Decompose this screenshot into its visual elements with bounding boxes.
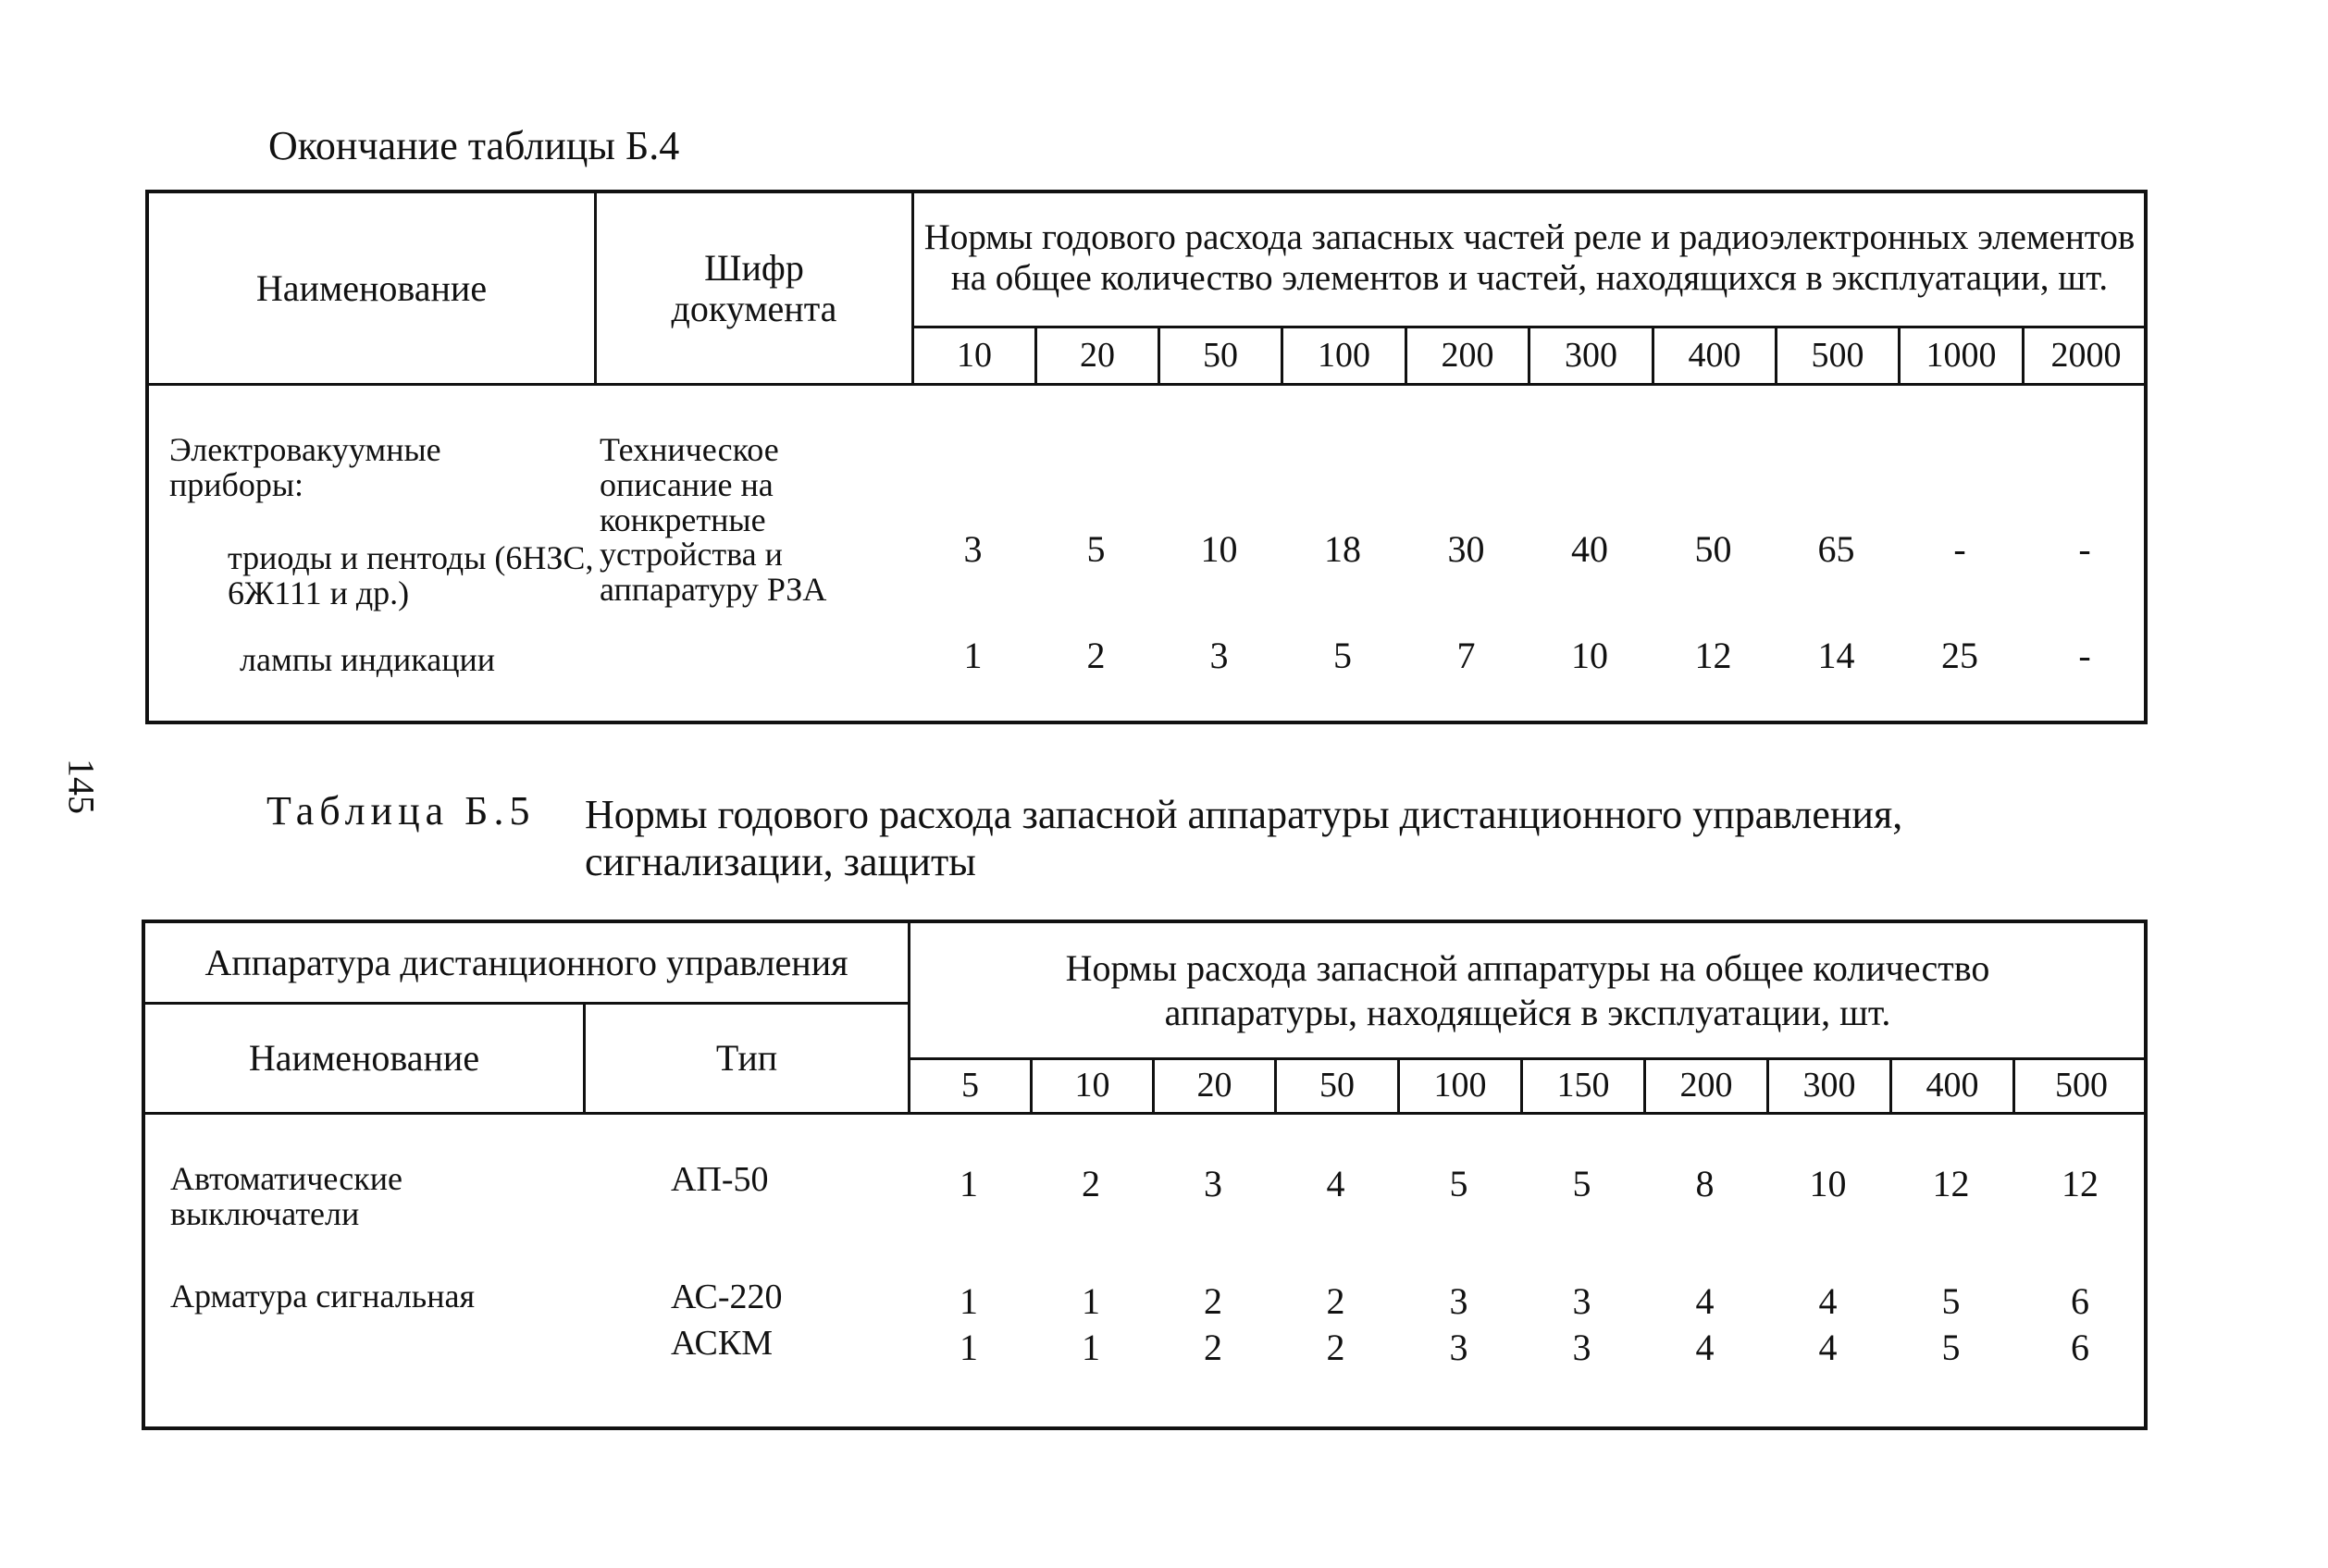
table-b4-value-cell: 2: [1086, 635, 1106, 676]
table-b4-doc-text: Техническое описание на конкретные устройства и аппаратуру РЗА: [600, 431, 827, 609]
table-b5-qty-header: 200: [1679, 1066, 1733, 1105]
table-b4-caption: Окончание таблицы Б.4: [268, 123, 680, 168]
table-b5-qty-header: 5: [961, 1066, 979, 1105]
table-b4-value-cell: 25: [1941, 635, 1978, 676]
table-b5-qty-header: 400: [1926, 1066, 1979, 1105]
table-b5-header-name: Наименование: [248, 1037, 480, 1080]
table-b5-value-cell: 2: [1326, 1327, 1345, 1368]
table-b5-value-cell: 4: [1326, 1163, 1345, 1204]
table-b5-value-cell: 4: [1818, 1327, 1838, 1368]
table-b4-value-cell: 40: [1571, 528, 1608, 570]
table-b5-value-cell: 1: [1082, 1280, 1100, 1322]
table-b4-row-name: триоды и пентоды (6НЗС, 6Ж111 и др.): [228, 539, 594, 611]
table-b5-value-cell: 5: [1941, 1280, 1961, 1322]
table-b5-value-cell: 8: [1695, 1163, 1715, 1204]
table-b5-qty-header: 300: [1802, 1066, 1856, 1105]
table-b5-title: Нормы годового расхода запасной аппаратуры дистанционного управления, сигнализации, защиты: [585, 792, 1903, 885]
table-b4-qty-header: 20: [1080, 335, 1115, 375]
table-b5-value-cell: 1: [960, 1163, 978, 1204]
table-b4-value-cell: 30: [1447, 528, 1485, 570]
page-number: 145: [60, 759, 103, 814]
table-b4-header-name: Наименование: [255, 266, 488, 309]
table-b4-value-cell: 3: [1209, 635, 1229, 676]
table-b5-value-cell: 12: [1932, 1163, 1970, 1204]
table-b4-header-norms: Нормы годового расхода запасных частей реле и радиоэлектронных элементов на общее количество элементов и частей, находящихся в эксплуатации, шт.: [923, 217, 2136, 298]
table-b5-value-cell: 4: [1818, 1280, 1838, 1322]
table-b5-value-cell: 3: [1449, 1327, 1468, 1368]
table-b4-value-cell: 12: [1694, 635, 1732, 676]
table-b5-value-cell: 2: [1082, 1163, 1100, 1204]
table-b4-qty-header: 10: [957, 335, 992, 375]
table-b5-qty-header: 150: [1556, 1066, 1610, 1105]
table-b5-value-cell: 10: [1809, 1163, 1847, 1204]
table-b5-row-name: Автоматические выключатели: [170, 1160, 402, 1232]
table-b4-value-cell: -: [2078, 635, 2091, 676]
table-b4-value-cell: -: [2078, 528, 2091, 570]
table-b5-row-type: АСКМ: [671, 1324, 774, 1363]
table-b4-qty-header: 100: [1318, 335, 1370, 375]
table-b5-value-cell: 3: [1572, 1327, 1591, 1368]
table-b4-value-cell: -: [1953, 528, 1966, 570]
table-b5-value-cell: 1: [960, 1327, 978, 1368]
table-b5-label: Таблица Б.5: [266, 788, 536, 833]
table-b5-value-cell: 5: [1449, 1163, 1468, 1204]
table-b5-qty-header: 20: [1196, 1066, 1232, 1105]
table-b5-qty-header: 500: [2055, 1066, 2108, 1105]
table-b4-value-cell: 10: [1200, 528, 1238, 570]
table-b4-header-doc: Шифр документа: [671, 247, 837, 329]
table-b4-value-cell: 5: [1333, 635, 1352, 676]
table-b5-value-cell: 3: [1204, 1163, 1222, 1204]
table-b5-row-type: АП-50: [671, 1160, 769, 1199]
table-b4-value-cell: 10: [1571, 635, 1608, 676]
table-b5-qty-header: 100: [1433, 1066, 1487, 1105]
table-b5-value-cell: 5: [1572, 1163, 1591, 1204]
table-b5-row-type: АС-220: [671, 1278, 783, 1316]
table-b5-value-cell: 4: [1695, 1327, 1715, 1368]
table-b4-qty-header: 400: [1688, 335, 1741, 375]
table-b5-header-line: [142, 1112, 2148, 1115]
table-b5-value-cell: 5: [1941, 1327, 1961, 1368]
table-b4-qty-header: 300: [1565, 335, 1617, 375]
table-b4-qty-header: 200: [1441, 335, 1494, 375]
table-b4-qty-header: 1000: [1926, 335, 1997, 375]
table-b5-value-cell: 12: [2062, 1163, 2099, 1204]
table-b4-value-cell: 5: [1086, 528, 1106, 570]
table-b5-value-cell: 4: [1695, 1280, 1715, 1322]
table-b5-header-norms: Нормы расхода запасной аппаратуры на общее количество аппаратуры, находящейся в эксплуатации, шт.: [1065, 946, 1990, 1033]
table-b5-value-cell: 3: [1449, 1280, 1468, 1322]
table-b5-value-cell: 3: [1572, 1280, 1591, 1322]
table-b5-value-cell: 6: [2071, 1280, 2089, 1322]
table-b5-value-cell: 6: [2071, 1327, 2089, 1368]
table-b4-value-cell: 50: [1694, 528, 1732, 570]
table-b4-qty-header: 500: [1811, 335, 1864, 375]
table-b4-header-line: [145, 383, 2148, 386]
table-b5-row-name: Арматура сигнальная: [170, 1278, 476, 1315]
table-b5-value-cell: 2: [1326, 1280, 1345, 1322]
table-b5-qty-header: 50: [1319, 1066, 1355, 1105]
table-b4-row-name: лампы индикации: [240, 641, 496, 678]
table-b5-value-cell: 2: [1204, 1327, 1222, 1368]
table-b4-group-title: Электровакуумные приборы:: [169, 431, 441, 503]
table-b4-value-cell: 18: [1324, 528, 1361, 570]
table-b4-value-cell: 14: [1817, 635, 1855, 676]
table-b5-header-type: Тип: [715, 1037, 778, 1080]
table-b4-value-cell: 7: [1456, 635, 1476, 676]
table-b4-value-cell: 65: [1817, 528, 1855, 570]
table-b4-value-cell: 3: [963, 528, 983, 570]
table-b5-value-cell: 1: [960, 1280, 978, 1322]
table-b5-qty-header: 10: [1074, 1066, 1110, 1105]
table-b5-value-cell: 1: [1082, 1327, 1100, 1368]
table-b5-header-group: Аппаратура дистанционного управления: [204, 941, 848, 983]
table-b4-qty-header: 2000: [2050, 335, 2122, 375]
table-b5-value-cell: 2: [1204, 1280, 1222, 1322]
table-b4-qty-header: 50: [1203, 335, 1238, 375]
table-b4-value-cell: 1: [963, 635, 983, 676]
